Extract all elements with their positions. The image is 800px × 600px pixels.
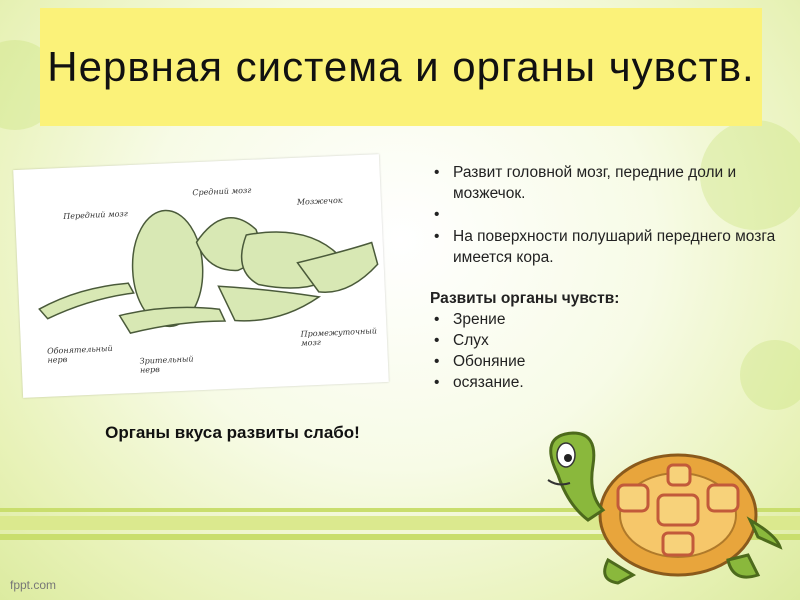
sense-item: • Зрение <box>428 309 778 330</box>
sense-item: • осязание. <box>428 372 778 393</box>
label-forebrain: Передний мозг <box>63 209 129 221</box>
label-midbrain: Средний мозг <box>192 185 252 198</box>
sense-item: • Слух <box>428 330 778 351</box>
senses-heading: Развиты органы чувств: <box>430 290 620 307</box>
bullet-item: • Развит головной мозг, передние доли и мозжечок. <box>428 162 778 204</box>
label-olfactory: Обонятельный нерв <box>46 343 113 365</box>
turtle-illustration <box>518 425 788 590</box>
brain-diagram <box>13 154 389 398</box>
footer-brand: fppt.com <box>10 578 57 592</box>
slide-title: Нервная система и органы чувств. <box>47 43 755 90</box>
label-optic: Зрительный нерв <box>139 354 194 375</box>
bullet-item: • На поверхности полушарий переднего мозга имеется кора. <box>428 226 778 268</box>
spacer <box>428 204 778 226</box>
taste-note: Органы вкуса развиты слабо! <box>105 423 360 442</box>
label-cerebellum: Мозжечок <box>296 195 343 207</box>
title-banner <box>40 8 762 126</box>
label-diencephalon: Промежуточный мозг <box>300 326 378 348</box>
sense-item: • Обоняние <box>428 351 778 372</box>
content-bullets <box>428 162 778 393</box>
